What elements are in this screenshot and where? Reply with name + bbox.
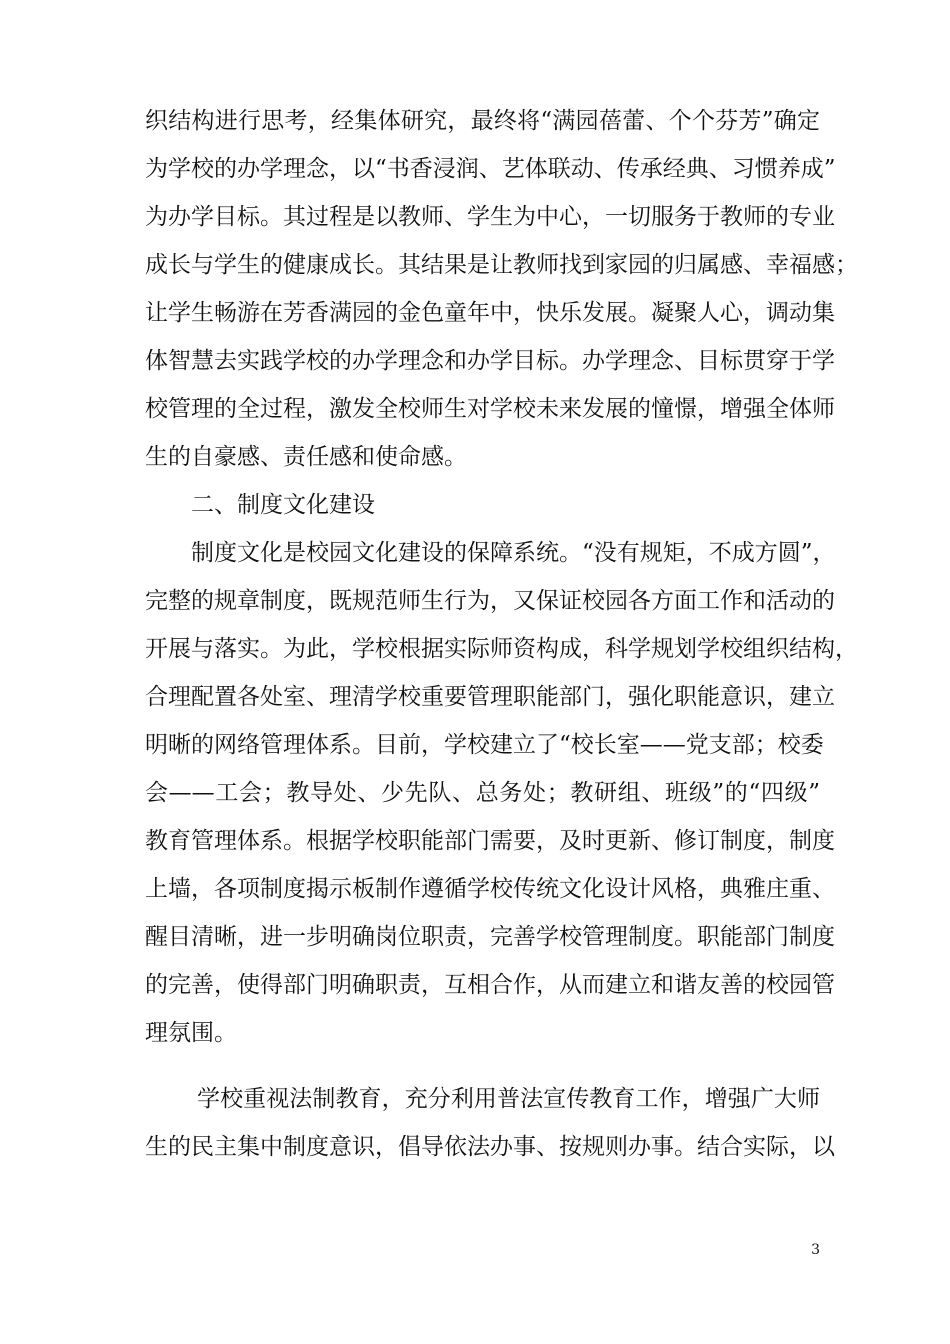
text-line-8: 生的自豪感、责任感和使命感。 (145, 444, 467, 470)
text-line-18: 醒目清晰，进一步明确岗位职责，完善学校管理制度。职能部门制度 (145, 924, 835, 950)
text-line-19: 的完善，使得部门明确职责，互相合作，从而建立和谐友善的校园管 (145, 972, 835, 998)
text-line-10: 制度文化是校园文化建设的保障系统。“没有规矩，不成方圆”， (191, 540, 836, 566)
text-line-6: 体智慧去实践学校的办学理念和办学目标。办学理念、目标贯穿于学 (145, 348, 835, 374)
text-line-22: 生的民主集中制度意识，倡导依法办事、按规则办事。结合实际，以 (145, 1134, 835, 1160)
text-line-2: 为学校的办学理念，以“书香浸润、艺体联动、传承经典、习惯养成” (145, 156, 836, 182)
text-line-15: 会——工会；教导处、少先队、总务处；教研组、班级”的“四级” (145, 780, 820, 806)
text-line-1: 织结构进行思考，经集体研究，最终将“满园蓓蕾、个个芬芳”确定 (145, 108, 820, 134)
text-line-12: 开展与落实。为此，学校根据实际师资构成，科学规划学校组织结构， (145, 636, 858, 662)
text-line-16: 教育管理体系。根据学校职能部门需要，及时更新、修订制度，制度 (145, 828, 835, 854)
text-line-5: 让学生畅游在芳香满园的金色童年中，快乐发展。凝聚人心，调动集 (145, 300, 835, 326)
text-line-17: 上墙，各项制度揭示板制作遵循学校传统文化设计风格，典雅庄重、 (145, 876, 835, 902)
text-line-11: 完整的规章制度，既规范师生行为，又保证校园各方面工作和活动的 (145, 588, 835, 614)
text-line-14: 明晰的网络管理体系。目前，学校建立了“校长室——党支部；校委 (145, 732, 824, 758)
text-line-21: 学校重视法制教育，充分利用普法宣传教育工作，增强广大师 (197, 1086, 820, 1112)
section-heading: 二、制度文化建设 (191, 492, 375, 518)
text-line-13: 合理配置各处室、理清学校重要管理职能部门，强化职能意识，建立 (145, 684, 835, 710)
text-line-4: 成长与学生的健康成长。其结果是让教师找到家园的归属感、幸福感； (145, 252, 858, 278)
text-line-3: 为办学目标。其过程是以教师、学生为中心，一切服务于教师的专业 (145, 204, 835, 230)
text-line-7: 校管理的全过程，激发全校师生对学校未来发展的憧憬，增强全体师 (145, 396, 835, 422)
page-number: 3 (811, 1242, 820, 1258)
text-line-20: 理氛围。 (145, 1020, 237, 1046)
